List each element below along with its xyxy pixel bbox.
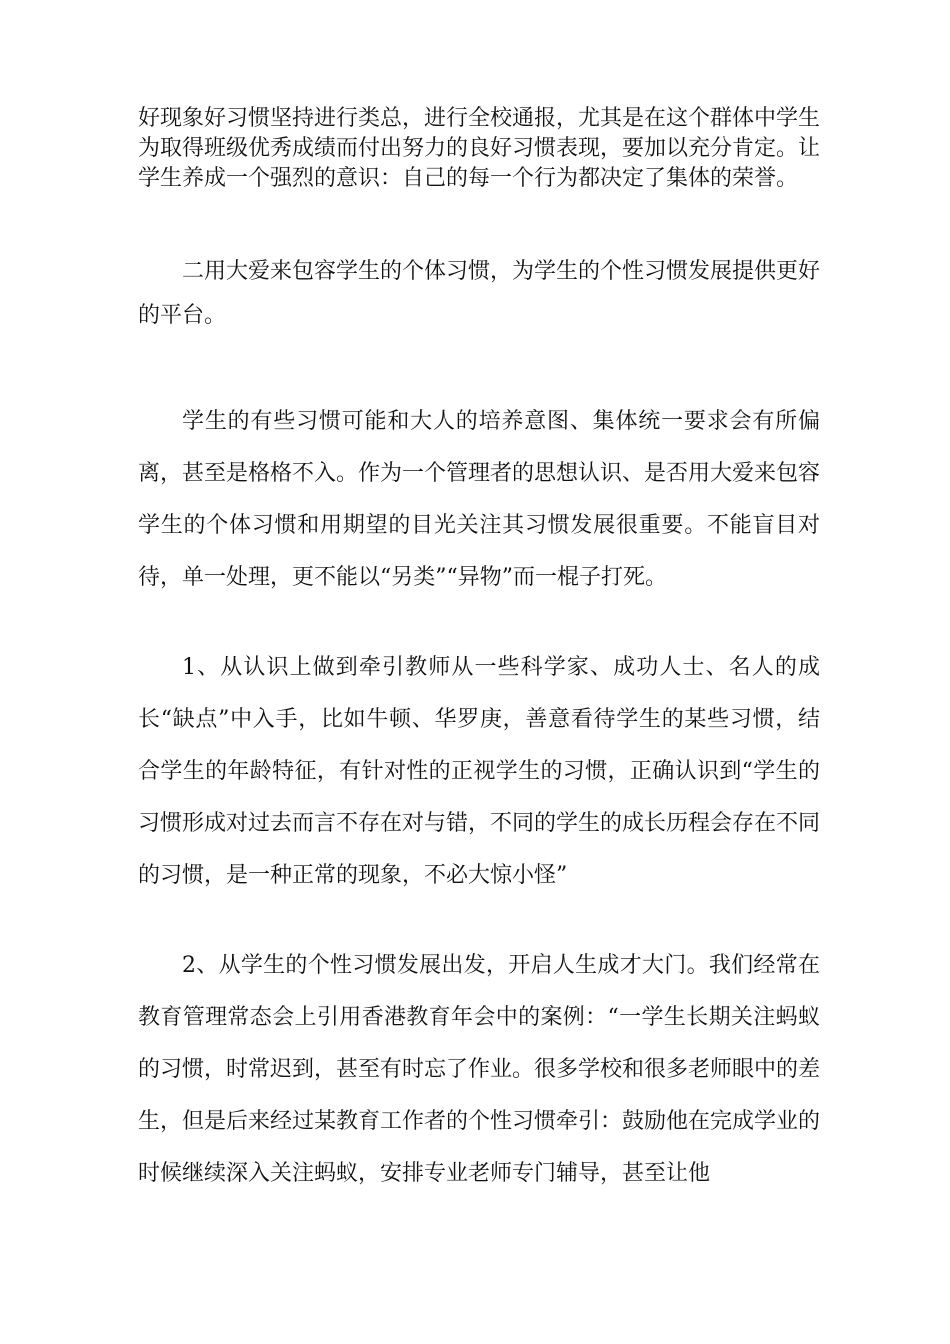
- paragraph-body: 学生的有些习惯可能和大人的培养意图、集体统一要求会有所偏离，甚至是格格不入。作为一个管理者的思想认识、是否用大爱来包容学生的个体习惯和用期望的目光关注其习惯发展很重要。不能盲目对待，单一处理，更不能以“另类”“异物”而一棍子打死。: [138, 409, 821, 590]
- paragraph-point-1: 1、从认识上做到牵引教师从一些科学家、成功人士、名人的成长“缺点”中入手，比如牛顿、华罗庚，善意看待学生的某些习惯，结合学生的年龄特征，有针对性的正视学生的习惯，正确认识到“学生的习惯形成对过去而言不存在对与错，不同的学生的成长历程会存在不同的习惯，是一种正常的现象，不必大惊小怪”: [138, 655, 821, 888]
- paragraph-continuation: 好现象好习惯坚持进行类总，进行全校通报，尤其是在这个群体中学生为取得班级优秀成绩而付出努力的良好习惯表现，要加以充分肯定。让学生养成一个强烈的意识：自己的每一个行为都决定了集体的荣誉。: [138, 106, 821, 191]
- paragraph-point-2: 2、从学生的个性习惯发展出发，开启人生成才大门。我们经常在教育管理常态会上引用香港教育年会中的案例：“一学生长期关注蚂蚁的习惯，时常迟到，甚至有时忘了作业。很多学校和很多老师眼中的差生，但是后来经过某教育工作者的个性习惯牵引：鼓励他在完成学业的时候继续深入关注蚂蚁，安排专业老师专门辅导，甚至让他: [138, 953, 821, 1186]
- paragraph-section-heading: 二用大爱来包容学生的个体习惯，为学生的个性习惯发展提供更好的平台。: [138, 259, 821, 328]
